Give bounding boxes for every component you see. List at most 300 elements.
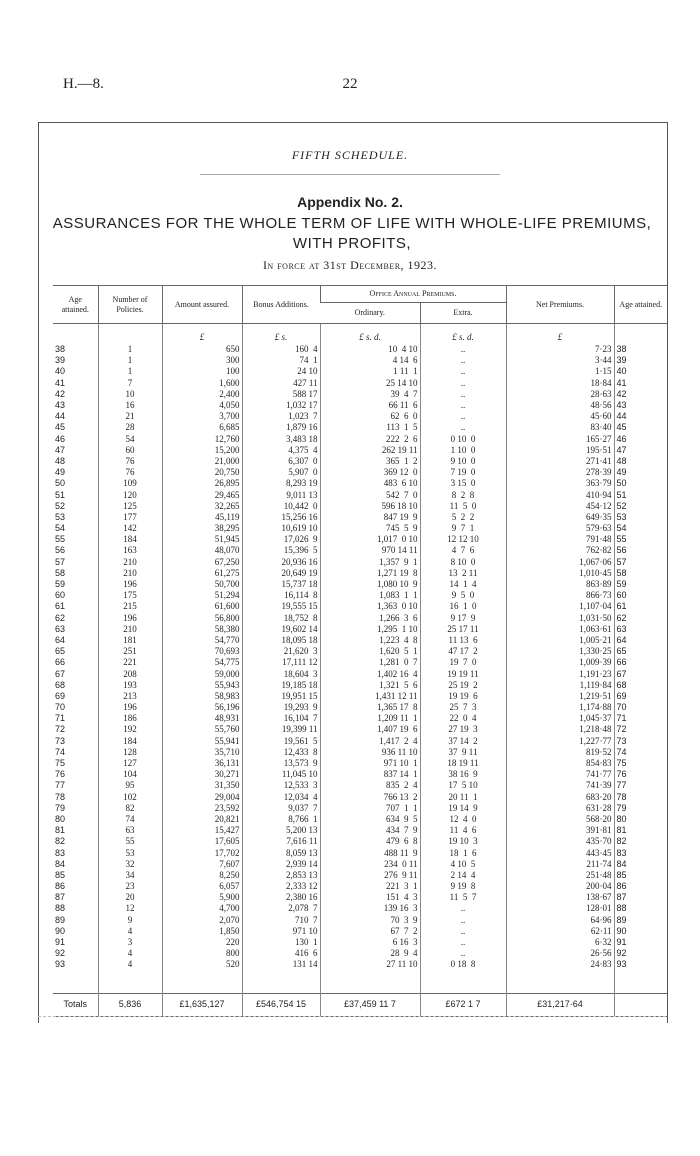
cell-policies: 55 [98,836,162,847]
cell-age-right: 79 [614,803,667,814]
col-policies: Number of Policies. [98,286,162,324]
cell-policies: 196 [98,702,162,713]
units-row [53,330,667,344]
cell-policies: 125 [98,501,162,512]
cell-extra-premium: .. [420,378,506,389]
cell-net-premium: 195·51 [506,445,614,456]
cell-bonus: 10,442 0 [242,501,320,512]
cell-bonus: 2,078 7 [242,903,320,914]
cell-policies: 120 [98,489,162,500]
cell-net-premium: 45·60 [506,411,614,422]
cell-policies: 109 [98,478,162,489]
cell-age: 66 [55,657,66,668]
cell-net-premium: 1,330·25 [506,646,614,657]
cell-age-right: 57 [614,557,667,568]
cell-extra-premium: 9 5 0 [420,590,506,601]
cell-age: 80 [55,813,66,824]
table-row [53,870,667,881]
cell-ordinary-premium: 1,080 10 9 [320,579,420,590]
cell-extra-premium: 18 1 6 [420,847,506,858]
cell-extra-premium: 22 0 4 [420,713,506,724]
cell-amount: 20,821 [162,814,242,825]
cell-extra-premium: 11 5 0 [420,501,506,512]
col-extra: Extra. [420,303,506,324]
cell-amount: 48,070 [162,545,242,556]
table-subtitle: In force at 31st December, 1923. [262,258,438,272]
table-row [53,545,667,556]
cell-ordinary-premium: 835 2 4 [320,780,420,791]
cell-net-premium: 3·44 [506,355,614,366]
cell-age-right: 43 [614,400,667,411]
cell-age-right: 48 [614,456,667,467]
cell-age-right: 41 [614,378,667,389]
cell-policies: 181 [98,635,162,646]
table-row [53,657,667,668]
cell-bonus: 1,023 7 [242,411,320,422]
cell-amount: 4,050 [162,400,242,411]
cell-age-right: 49 [614,467,667,478]
cell-age-right: 38 [614,344,667,355]
cell-ordinary-premium: 1,271 19 8 [320,568,420,579]
cell-net-premium: 128·01 [506,903,614,914]
cell-age: 93 [55,959,66,970]
cell-age-right: 85 [614,870,667,881]
cell-policies: 7 [98,378,162,389]
cell-age-right: 88 [614,903,667,914]
cell-policies: 184 [98,534,162,545]
cell-amount: 56,196 [162,702,242,713]
cell-extra-premium: 4 7 6 [420,545,506,556]
cell-age-right: 93 [614,959,667,970]
table-row [53,613,667,624]
col-ordinary: Ordinary. [320,303,420,324]
appendix-heading: Appendix No. 2. [297,194,403,210]
cell-ordinary-premium: 1,209 11 1 [320,713,420,724]
cell-bonus: 19,185 18 [242,680,320,691]
cell-extra-premium: .. [420,926,506,937]
cell-ordinary-premium: 66 11 6 [320,400,420,411]
cell-age-right: 42 [614,389,667,400]
cell-net-premium: 211·74 [506,859,614,870]
cell-age: 60 [55,590,66,601]
cell-net-premium: 1,218·48 [506,724,614,735]
cell-bonus: 7,616 11 [242,836,320,847]
cell-policies: 82 [98,803,162,814]
cell-ordinary-premium: 1,402 16 4 [320,668,420,679]
cell-age-right: 76 [614,769,667,780]
bottom-rule [38,1016,666,1017]
cell-bonus: 18,604 3 [242,668,320,679]
cell-bonus: 2,853 13 [242,870,320,881]
cell-ordinary-premium: 1,321 5 6 [320,680,420,691]
cell-ordinary-premium: 25 14 10 [320,378,420,389]
cell-policies: 4 [98,926,162,937]
cell-ordinary-premium: 113 1 5 [320,422,420,433]
cell-net-premium: 866·73 [506,590,614,601]
cell-policies: 20 [98,892,162,903]
cell-extra-premium: 37 9 11 [420,747,506,758]
cell-amount: 6,685 [162,422,242,433]
cell-bonus: 12,433 8 [242,747,320,758]
cell-ordinary-premium: 222 2 6 [320,434,420,445]
unit-amount: £ [162,330,242,344]
cell-extra-premium: 19 19 11 [420,668,506,679]
cell-amount: 23,592 [162,803,242,814]
cell-extra-premium: 2 14 4 [420,870,506,881]
cell-policies: 184 [98,736,162,747]
table-row [53,825,667,836]
cell-ordinary-premium: 970 14 11 [320,545,420,556]
cell-bonus: 13,573 9 [242,758,320,769]
assurance-table [53,285,667,1017]
cell-amount: 21,000 [162,456,242,467]
cell-amount: 2,400 [162,389,242,400]
cell-bonus: 588 17 [242,389,320,400]
cell-amount: 300 [162,355,242,366]
cell-ordinary-premium: 434 7 9 [320,825,420,836]
table-row [53,378,667,389]
unit-net: £ [506,330,614,344]
cell-amount: 51,294 [162,590,242,601]
table-row [53,680,667,691]
cell-age: 65 [55,646,66,657]
cell-age: 77 [55,780,66,791]
cell-policies: 192 [98,724,162,735]
cell-net-premium: 741·77 [506,769,614,780]
cell-age: 56 [55,545,66,556]
cell-net-premium: 7·23 [506,344,614,355]
cell-age-right: 46 [614,434,667,445]
cell-net-premium: 1,045·37 [506,713,614,724]
cell-policies: 32 [98,859,162,870]
cell-age: 71 [55,713,66,724]
cell-extra-premium: 9 19 8 [420,881,506,892]
totals-label: Totals [53,993,98,1016]
cell-ordinary-premium: 1,266 3 6 [320,613,420,624]
cell-net-premium: 1,107·04 [506,601,614,612]
cell-bonus: 5,907 0 [242,467,320,478]
cell-extra-premium: 13 2 11 [420,568,506,579]
cell-extra-premium: 19 14 9 [420,803,506,814]
cell-amount: 15,427 [162,825,242,836]
cell-net-premium: 683·20 [506,792,614,803]
cell-ordinary-premium: 479 6 8 [320,836,420,847]
cell-extra-premium: 19 7 0 [420,657,506,668]
cell-amount: 59,000 [162,668,242,679]
cell-extra-premium: 3 15 0 [420,478,506,489]
cell-extra-premium: 12 12 10 [420,534,506,545]
cell-extra-premium: .. [420,411,506,422]
cell-extra-premium: 37 14 2 [420,736,506,747]
cell-policies: 128 [98,747,162,758]
cell-amount: 35,710 [162,747,242,758]
cell-ordinary-premium: 28 9 4 [320,948,420,959]
cell-extra-premium: 4 10 5 [420,859,506,870]
table-row [53,903,667,914]
cell-net-premium: 1,005·21 [506,635,614,646]
col-age: Age attained. [53,286,98,324]
cell-amount: 6,057 [162,881,242,892]
table-row [53,478,667,489]
cell-ordinary-premium: 1 11 1 [320,366,420,377]
cell-age-right: 68 [614,680,667,691]
cell-bonus: 5,200 13 [242,825,320,836]
cell-ordinary-premium: 766 13 2 [320,792,420,803]
cell-ordinary-premium: 276 9 11 [320,870,420,881]
cell-amount: 2,070 [162,915,242,926]
cell-policies: 127 [98,758,162,769]
divider [200,174,500,175]
cell-extra-premium: 11 13 6 [420,635,506,646]
cell-bonus: 8,766 1 [242,814,320,825]
cell-age: 74 [55,746,66,757]
cell-ordinary-premium: 10 4 10 [320,344,420,355]
cell-age: 89 [55,914,66,925]
cell-bonus: 1,032 17 [242,400,320,411]
cell-age-right: 53 [614,512,667,523]
cell-amount: 29,004 [162,792,242,803]
cell-extra-premium: 18 19 11 [420,758,506,769]
cell-policies: 196 [98,613,162,624]
cell-age-right: 45 [614,422,667,433]
table-row [53,892,667,903]
table-row [53,523,667,534]
cell-bonus: 19,399 11 [242,724,320,735]
cell-bonus: 16,104 7 [242,713,320,724]
cell-age: 83 [55,847,66,858]
cell-age-right: 72 [614,724,667,735]
cell-age-right: 63 [614,624,667,635]
cell-policies: 221 [98,657,162,668]
cell-ordinary-premium: 837 14 1 [320,769,420,780]
cell-net-premium: 26·56 [506,948,614,959]
cell-net-premium: 6·32 [506,937,614,948]
cell-extra-premium: .. [420,915,506,926]
table-title [40,214,664,254]
table-row [53,590,667,601]
cell-net-premium: 200·04 [506,881,614,892]
page-reference: H.—8. [63,76,104,92]
cell-ordinary-premium: 4 14 6 [320,355,420,366]
totals-amount: £1,635,127 [162,993,242,1016]
cell-amount: 15,200 [162,445,242,456]
cell-net-premium: 568·20 [506,814,614,825]
table-row [53,814,667,825]
cell-amount: 61,600 [162,601,242,612]
cell-amount: 55,760 [162,724,242,735]
cell-age: 54 [55,523,66,534]
cell-age: 48 [55,455,66,466]
cell-policies: 53 [98,847,162,858]
cell-policies: 1 [98,344,162,355]
totals-ordinary: £37,459 11 7 [320,993,420,1016]
cell-ordinary-premium: 971 10 1 [320,758,420,769]
cell-policies: 193 [98,680,162,691]
cell-age-right: 60 [614,590,667,601]
cell-age: 84 [55,858,66,869]
cell-policies: 21 [98,411,162,422]
unit-bonus: £ s. [242,330,320,344]
cell-bonus: 2,380 16 [242,892,320,903]
cell-extra-premium: 38 16 9 [420,769,506,780]
cell-policies: 1 [98,355,162,366]
cell-policies: 210 [98,557,162,568]
cell-policies: 23 [98,881,162,892]
table-row [53,948,667,959]
cell-age-right: 39 [614,355,667,366]
cell-ordinary-premium: 27 11 10 [320,959,420,970]
table-row [53,467,667,478]
cell-net-premium: 18·84 [506,378,614,389]
cell-bonus: 19,951 15 [242,691,320,702]
table-row [53,859,667,870]
cell-age: 44 [55,411,66,422]
cell-extra-premium: 12 4 0 [420,814,506,825]
cell-age: 90 [55,925,66,936]
cell-amount: 650 [162,344,242,355]
table-row [53,959,667,970]
cell-age-right: 62 [614,613,667,624]
cell-net-premium: 443·45 [506,847,614,858]
col-age-right: Age attained. [614,286,667,324]
cell-ordinary-premium: 39 4 7 [320,389,420,400]
cell-bonus: 20,649 19 [242,568,320,579]
cell-bonus: 19,555 15 [242,601,320,612]
cell-bonus: 9,037 7 [242,803,320,814]
cell-net-premium: 138·67 [506,892,614,903]
cell-age: 88 [55,903,66,914]
cell-bonus: 4,375 4 [242,445,320,456]
cell-age-right: 54 [614,523,667,534]
cell-age: 87 [55,892,66,903]
cell-amount: 5,900 [162,892,242,903]
cell-amount: 67,250 [162,557,242,568]
cell-policies: 210 [98,568,162,579]
table-row [53,344,667,355]
cell-ordinary-premium: 1,407 19 6 [320,724,420,735]
cell-extra-premium: .. [420,344,506,355]
cell-policies: 34 [98,870,162,881]
cell-policies: 95 [98,780,162,791]
table-row [53,937,667,948]
cell-bonus: 15,396 5 [242,545,320,556]
cell-bonus: 18,095 18 [242,635,320,646]
cell-age-right: 78 [614,792,667,803]
cell-policies: 177 [98,512,162,523]
cell-extra-premium: 14 1 4 [420,579,506,590]
cell-net-premium: 1,063·61 [506,624,614,635]
table-row [53,355,667,366]
cell-extra-premium: 19 19 6 [420,691,506,702]
table-row [53,489,667,500]
cell-policies: 9 [98,915,162,926]
cell-policies: 186 [98,713,162,724]
table-row [53,758,667,769]
cell-amount: 31,350 [162,780,242,791]
cell-age: 70 [55,702,66,713]
col-bonus: Bonus Additions. [242,286,320,324]
cell-net-premium: 1,219·51 [506,691,614,702]
cell-age: 51 [55,489,66,500]
col-office-premiums: Office Annual Premiums. [320,286,506,303]
cell-net-premium: 631·28 [506,803,614,814]
cell-age-right: 74 [614,747,667,758]
table-row [53,713,667,724]
table-row [53,836,667,847]
cell-policies: 104 [98,769,162,780]
cell-bonus: 74 1 [242,355,320,366]
cell-extra-premium: 16 1 0 [420,601,506,612]
cell-ordinary-premium: 234 0 11 [320,859,420,870]
cell-ordinary-premium: 1,223 4 8 [320,635,420,646]
cell-ordinary-premium: 6 16 3 [320,937,420,948]
cell-age: 41 [55,377,66,388]
cell-amount: 8,250 [162,870,242,881]
cell-age: 86 [55,881,66,892]
cell-ordinary-premium: 139 16 3 [320,903,420,914]
cell-bonus: 15,256 16 [242,512,320,523]
cell-amount: 20,750 [162,467,242,478]
cell-extra-premium: .. [420,937,506,948]
cell-net-premium: 363·79 [506,478,614,489]
cell-extra-premium: .. [420,422,506,433]
cell-ordinary-premium: 1,431 12 11 [320,691,420,702]
cell-amount: 29,465 [162,489,242,500]
cell-amount: 26,895 [162,478,242,489]
cell-age-right: 92 [614,948,667,959]
cell-net-premium: 1,009·39 [506,657,614,668]
table-row [53,691,667,702]
cell-bonus: 2,939 14 [242,859,320,870]
cell-age-right: 73 [614,736,667,747]
cell-net-premium: 1,227·77 [506,736,614,747]
unit-extra: £ s. d. [420,330,506,344]
table-row [53,780,667,791]
table-row [53,534,667,545]
cell-policies: 163 [98,545,162,556]
cell-age: 47 [55,444,66,455]
table-row [53,803,667,814]
table-row [53,702,667,713]
cell-bonus: 130 1 [242,937,320,948]
cell-extra-premium: 9 10 0 [420,456,506,467]
cell-policies: 210 [98,624,162,635]
table-row [53,769,667,780]
cell-age: 58 [55,567,66,578]
cell-policies: 1 [98,366,162,377]
table-row [53,792,667,803]
cell-age-right: 64 [614,635,667,646]
cell-age: 43 [55,400,66,411]
cell-age: 57 [55,556,66,567]
cell-net-premium: 649·35 [506,512,614,523]
cell-ordinary-premium: 1,417 2 4 [320,736,420,747]
cell-amount: 4,700 [162,903,242,914]
table-row [53,847,667,858]
cell-amount: 520 [162,959,242,970]
cell-policies: 102 [98,792,162,803]
cell-policies: 54 [98,434,162,445]
cell-net-premium: 28·63 [506,389,614,400]
cell-ordinary-premium: 488 11 9 [320,847,420,858]
cell-extra-premium: .. [420,400,506,411]
cell-policies: 196 [98,579,162,590]
cell-extra-premium: 25 17 11 [420,624,506,635]
cell-ordinary-premium: 847 19 9 [320,512,420,523]
totals-row [53,993,667,1016]
table-row [53,881,667,892]
cell-extra-premium: .. [420,948,506,959]
